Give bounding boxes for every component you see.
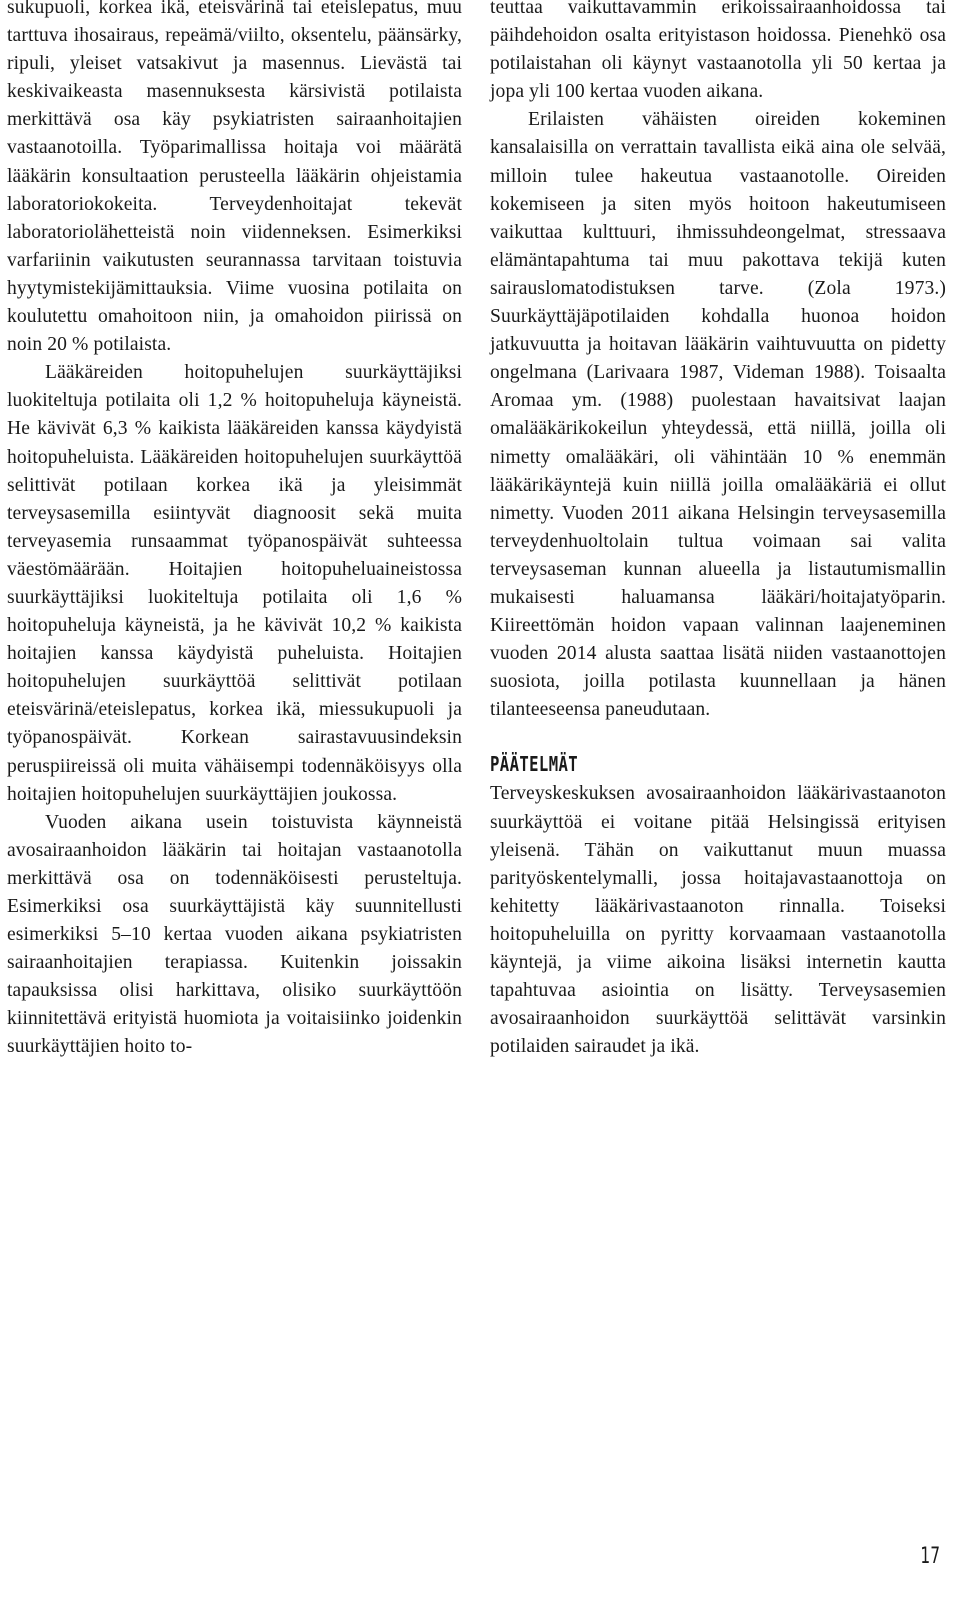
left-paragraph-3: Vuoden aikana usein toistuvista käynneistä avosairaanhoidon lääkärin tai hoitajan vastaanotolla merkittävä osa on todennäköisesti perusteltuja. Esimerkiksi osa suurkäyttäjistä käy suunnitellusti esimerkiksi 5–10 kertaa vuoden aikana psykiatristen sairaanhoitajien terapiassa. Kuitenkin joissakin tapauksissa olisi harkittava, olisiko suurkäyttöön kiinnitettävä erityistä huomiota ja voitaisiinko joidenkin suurkäyttäjien hoito to- [7,811,462,1058]
right-paragraph-2: Erilaisten vähäisten oireiden kokeminen kansalaisilla on verrattain tavallista eikä aina ole selvää, milloin tulee hakeutua vastaanotolle. Oireiden kokemiseen ja siten myös hoitoon hakeutumiseen vaikuttaa kulttuuri, ihmissuhdeongelmat, stressaava elämäntapahtuma tai muu pakottava tekijä kuten sairauslomatodistuksen tarve. (Zola 1973.) Suurkäyttäjäpotilaiden kohdalla huonoa hoidon jatkuvuutta ja hoitavan lääkärin vaihtuvuutta on pidetty ongelmana (Larivaara 1987, Videman 1988). Toisaalta Aromaa ym. (1988) puolestaan havaitsivat laajan omalääkärikokeilun yhteydessä, että niillä, joilla oli nimetty omalääkäri, oli vähintään 10 % enemmän lääkärikäyntejä kuin niillä joilla omalääkäriä ei ollut nimetty. Vuoden 2011 aikana Helsingin terveysasemilla terveydenhuoltolain tultua voimaan sai valita terveysaseman kunnan alueella ja listautumismallin mukaisesti haluamansa lääkäri/hoitajatyöparin. Kiireettömän hoidon vapaan valinnan laajeneminen vuoden 2014 alusta saattaa lisätä niiden vastaanottojen suosiota, joilla potilasta kuunnellaan ja hänen tilanteeseensa paneudutaan. [490,109,946,721]
right-paragraph-1: teuttaa vaikuttavammin erikoissairaanhoidossa tai päihdehoidon osalta erityistason hoidossa. Pienehkö osa potilaistahan oli käynyt vastaanotolla yli 50 kertaa ja jopa yli 100 kertaa vuoden aikana. [490,0,946,103]
left-column [7,0,462,1062]
left-paragraph-2: Lääkäreiden hoitopuhelujen suurkäyttäjiksi luokiteltuja potilaita oli 1,2 % hoitopuheluja käyneistä. He kävivät 6,3 % kaikista lääkäreiden kanssa käydyistä hoitopuheluista. Lääkäreiden hoitopuhelujen suurkäyttöä selittivät potilaan korkea ikä ja yleisimmät terveysasemilla esiintyvät diagnoosit sekä muita terveyasemia runsaammat työpanospäivät suhteessa väestömäärään. Hoitajien hoitopuheluaineistossa suurkäyttäjiksi luokiteltuja potilaita oli 1,6 % hoitopuheluja käyneistä, ja he kävivät 10,2 % kaikista hoitajien kanssa käydyistä puheluista. Hoitajien hoitopuhelujen suurkäyttöä selittivät potilaan eteisvärinä/eteislepatus, korkea ikä, miessukupuoli ja työpanospäivät. Korkean sairastavuusindeksin peruspiireissä oli muita vähäisempi todennäköisyys olla hoitajien hoitopuhelujen suurkäyttäjien joukossa. [7,362,462,805]
right-column [490,0,946,1061]
conclusion-paragraph: Terveyskeskuksen avosairaanhoidon lääkärivastaanoton suurkäyttöä ei voitane pitää Helsingissä erityisen yleisenä. Tähän on vaikuttanut muun muassa parityöskentelymalli, jossa hoitajavastaanottoja on kehitetty lääkärivastaanoton rinnalla. Toiseksi hoitopuheluilla on pyritty korvaamaan vastaanotolla käyntejä, ja viime aikoina lisäksi internetin kautta tapahtuvaa asiointia on lisätty. Terveysasemien avosairaanhoidon suurkäyttöä selittävät varsinkin potilaiden sairaudet ja ikä. [490,783,946,1058]
section-heading-conclusions: PÄÄTELMÄT [490,752,579,777]
left-paragraph-1: sukupuoli, korkea ikä, eteisvärinä tai eteislepatus, muu tarttuva ihosairaus, repeämä/viilto, oksentelu, päänsärky, ripuli, yleiset vatsakivut ja masennus. Lievästä tai keskivaikeasta masennuksesta kärsivistä potilaista merkittävä osa käy psykiatristen sairaanhoitajien vastaanotoilla. Työparimallissa hoitaja voi määrätä lääkärin konsultaation perusteella lääkärin ohjeistamia laboratoriokokeita. Terveydenhoitajat tekevät laboratoriolähetteistä noin viidenneksen. Esimerkiksi varfariinin vaikutusten seurannassa tarvitaan toistuvia hyytymistekijämittauksia. Viime vuosina potilaita on koulutettu omahoitoon niin, ja omahoidon piirissä on noin 20 % potilaista. [7,0,462,356]
page-number: 17 [920,1544,940,1569]
